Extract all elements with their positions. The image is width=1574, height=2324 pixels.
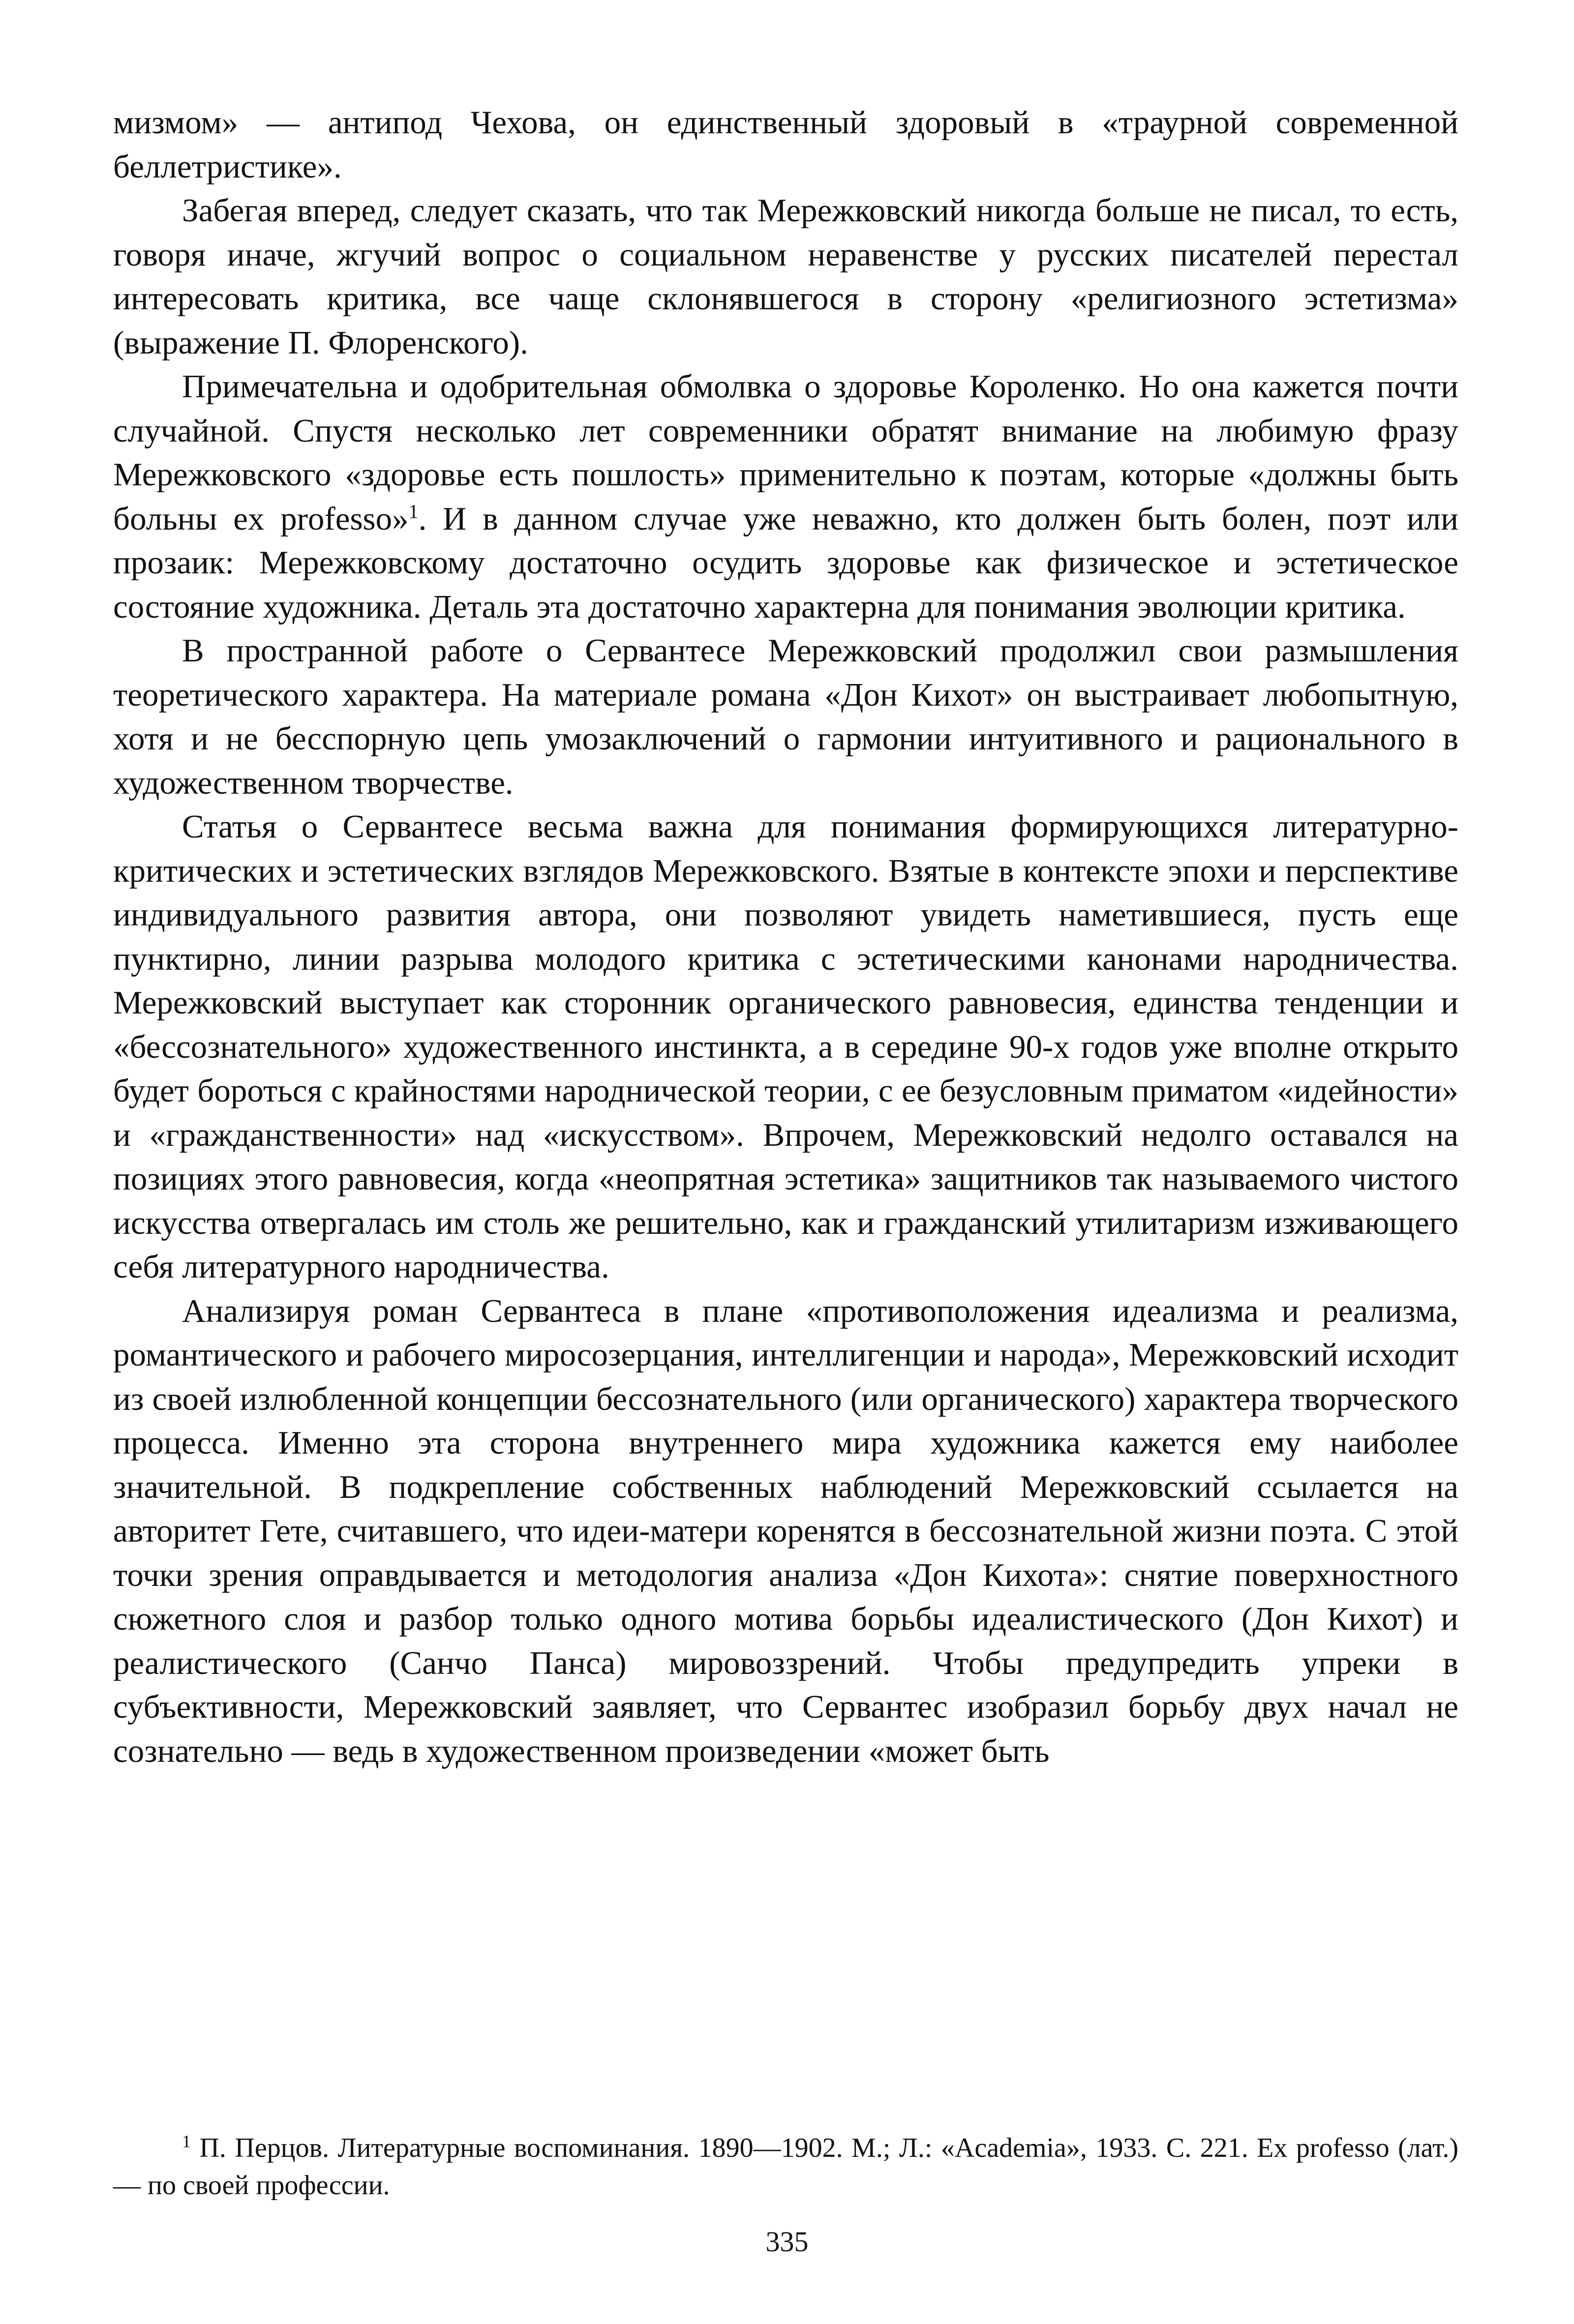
paragraph-3-part-1: Примечательна и одобрительная обмолвка о здоровье Короленко. Но она кажется почти случайной. Спустя несколько лет современники обратят внимание на любимую фразу Мережковского «здоровье есть пошлость» применительно к поэтам, которые «должны быть больны ex professo» [113,368,1458,537]
main-text [113,101,1458,1773]
paragraph-3-part-2: . И в данном случае уже неважно, кто должен быть болен, поэт или прозаик: Мережковскому достаточно осудить здоровье как физическое и эстетическое состояние художника. Деталь эта достаточно характерна для понимания эволюции критика. [113,500,1458,625]
footnote-reference: 1 [408,500,419,523]
paragraph-6: Анализируя роман Сервантеса в плане «противоположения идеализма и реализма, романтического и рабочего миросозерцания, интеллигенции и народа», Мережковский исходит из своей излюбленной концепции бессознательного (или органического) характера творческого процесса. Именно эта сторона внутреннего мира художника кажется ему наиболее значительной. В подкрепление собственных наблюдений Мережковский ссылается на авторитет Гете, считавшего, что идеи-матери коренятся в бессознательной жизни поэта. С этой точки зрения оправдывается и методология анализа «Дон Кихота»: снятие поверхностного сюжетного слоя и разбор только одного мотива борьбы идеалистического (Дон Кихот) и реалистического (Санчо Панса) мировоззрений. Чтобы предупредить упреки в субъективности, Мережковский заявляет, что Сервантес изобразил борьбу двух начал не сознательно — ведь в художественном произведении «может быть [113,1292,1458,1769]
paragraph-4: В пространной работе о Сервантесе Мережковский продолжил свои размышления теоретического характера. На материале романа «Дон Кихот» он выстраивает любопытную, хотя и не бесспорную цепь умозаключений о гармонии интуитивного и рационального в художественном творчестве. [113,632,1458,801]
footnote-marker: 1 [182,2131,191,2151]
paragraph-5: Статья о Сервантесе весьма важна для понимания формирующихся литературно-критических и эстетических взглядов Мережковского. Взятые в контексте эпохи и перспективе индивидуального развития автора, они позволяют увидеть наметившиеся, пусть еще пунктирно, линии разрыва молодого критика с эстетическими канонами народничества. Мережковский выступает как сторонник органического равновесия, единства тенденции и «бессознательного» художественного инстинкта, а в середине 90-х годов уже вполне открыто будет бороться с крайностями народнической теории, с ее безусловным приматом «идейности» и «гражданственности» над «искусством». Впрочем, Мережковский недолго оставался на позициях этого равновесия, когда «неопрятная эстетика» защитников так называемого чистого искусства отвергалась им столь же решительно, как и гражданский утилитаризм изживающего себя литературного народничества. [113,808,1458,1285]
page-number: 335 [765,2226,809,2258]
footnote [113,2129,1458,2204]
paragraph-1: мизмом» — антипод Чехова, он единственный здоровый в «траурной современной беллетристике». [113,104,1458,185]
paragraph-3 [113,365,1458,629]
paragraph-2: Забегая вперед, следует сказать, что так Мережковский никогда больше не писал, то есть, говоря иначе, жгучий вопрос о социальном неравенстве у русских писателей перестал интересовать критика, все чаще склонявшегося в сторону «религиозного эстетизма» (выражение П. Флоренского). [113,192,1458,361]
footnote-text: П. Перцов. Литературные воспоминания. 1890—1902. М.; Л.: «Academia», 1933. С. 221. Ex professo (лат.) — по своей профессии. [113,2133,1458,2201]
